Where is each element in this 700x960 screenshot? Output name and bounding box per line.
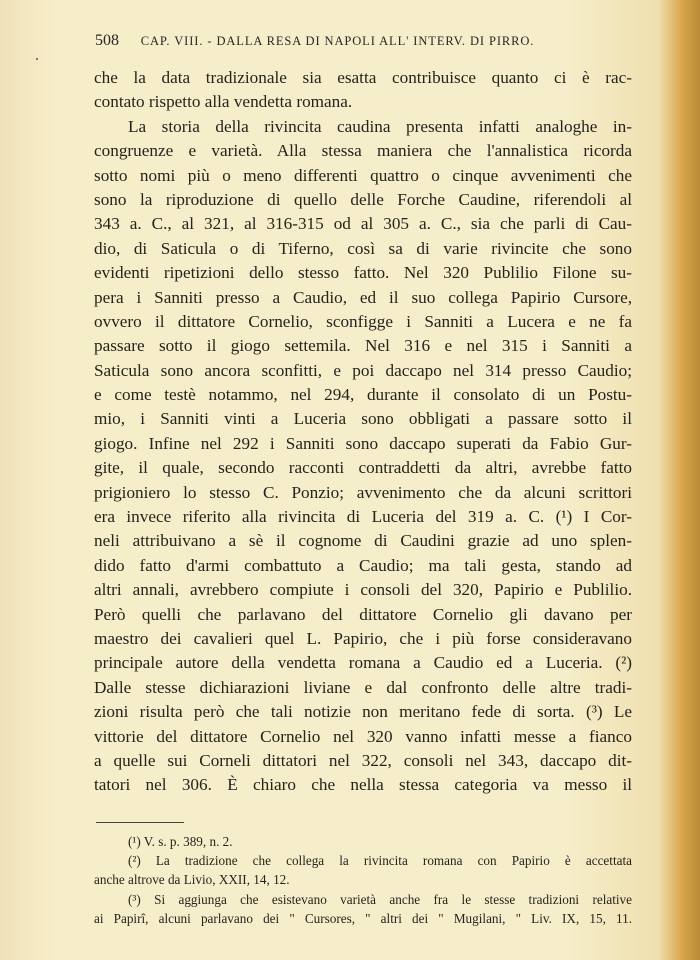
running-title: CAP. VIII. - DALLA RESA DI NAPOLI ALL' INTERV. DI PIRRO. xyxy=(140,34,535,48)
text-line: era invece riferito alla rivincita di Luceria del 319 a. C. (¹) I Cor- xyxy=(94,507,632,527)
text-line: maestro dei cavalieri quel L. Papirio, che i più forse consideravano xyxy=(94,628,632,648)
text-line: mio, i Sanniti vinti a Luceria sono obbligati a passare sotto il xyxy=(94,409,632,429)
footnote: (¹) V. s. p. 389, n. 2. xyxy=(128,834,233,849)
text-line: vittorie del dittatore Cornelio nel 320 vanno infatti messe a fianco xyxy=(94,726,632,746)
text-line: zioni risulta però che tali notizie non meritano fede di sorta. (³) Le xyxy=(94,702,632,722)
text-line: prigioniero lo stesso C. Ponzio; avvenimento che da alcuni scrittori xyxy=(94,482,632,502)
footnote: (²) La tradizione che collega la rivincita romana con Papirio è accettata xyxy=(128,853,632,869)
footnote: (³) Si aggiunga che esistevano varietà anche fra le stesse tradizioni relative xyxy=(128,891,632,907)
text-line: neli attribuivano a sè il cognome di Caudini grazie ad uno splen- xyxy=(94,531,632,551)
text-line: e come testè notammo, nel 294, durante il consolato di un Postu- xyxy=(94,385,632,405)
text-line: La storia della rivincita caudina presenta infatti analoghe in- xyxy=(128,116,632,136)
text-line: evidenti ripetizioni dello stesso fatto. Nel 320 Publilio Filone su- xyxy=(94,263,632,283)
page-header xyxy=(95,32,595,50)
text-line: a quelle sui Corneli dittatori nel 322, consoli nel 343, daccapo dit- xyxy=(94,750,632,770)
footnotes xyxy=(94,832,632,928)
text-line: Saticula sono ancora sconfitti, e poi daccapo nel 314 presso Caudio; xyxy=(94,360,632,380)
speck xyxy=(36,58,38,60)
text-line: gite, il quale, secondo racconti contraddetti da altri, avrebbe fatto xyxy=(94,458,632,478)
text-line: altri annali, avrebbero compiute i consoli del 320, Papirio e Publilio. xyxy=(94,580,632,600)
page-number: 508 xyxy=(95,32,119,49)
text-line: tatori nel 306. È chiaro che nella stessa categoria va messo il xyxy=(94,775,632,795)
text-line: dio, di Saticula o di Tiferno, così sa di varie rivincite che sono xyxy=(94,238,632,258)
text-line: 343 a. C., al 321, al 316-315 od al 305 a. C., sia che parli di Cau- xyxy=(94,214,632,234)
text-line: dido fatto d'armi combattuto a Caudio; ma tali gesta, stando ad xyxy=(94,555,632,575)
text-line: che la data tradizionale sia esatta contribuisce quanto ci è rac- xyxy=(94,68,632,87)
text-line: pera i Sanniti presso a Caudio, ed il suo collega Papirio Cursore, xyxy=(94,287,632,307)
footnote: anche altrove da Livio, XXII, 14, 12. xyxy=(94,872,290,888)
text-line: Però quelli che parlavano del dittatore Cornelio gli davano per xyxy=(94,604,632,624)
text-line: ovvero il dittatore Cornelio, sconfigge i Sanniti a Lucera e ne fa xyxy=(94,311,632,331)
text-line: congruenze e varietà. Alla stessa maniera che l'annalistica ricorda xyxy=(94,141,632,161)
footnote: ai Papirî, alcuni parlavano dei " Cursores, " altri dei " Mugilani, " Liv. IX, 15, 11. xyxy=(94,910,632,926)
footnote-rule xyxy=(96,822,184,823)
text-line: Dalle stesse dichiarazioni liviane e dal confronto delle altre tradi- xyxy=(94,677,632,697)
body-text xyxy=(94,66,632,798)
text-line: passare sotto il giogo settemila. Nel 316 e nel 315 i Sanniti a xyxy=(94,336,632,356)
text-line: sono la riproduzione di quello delle Forche Caudine, riferendoli al xyxy=(94,189,632,209)
text-line: contato rispetto alla vendetta romana. xyxy=(94,92,353,112)
text-line: sotto nomi più o meno differenti quattro o cinque avvenimenti che xyxy=(94,165,632,185)
text-line: giogo. Infine nel 292 i Sanniti sono daccapo superati da Fabio Gur- xyxy=(94,433,632,453)
text-line: principale autore della vendetta romana a Caudio ed a Luceria. (²) xyxy=(94,653,632,673)
